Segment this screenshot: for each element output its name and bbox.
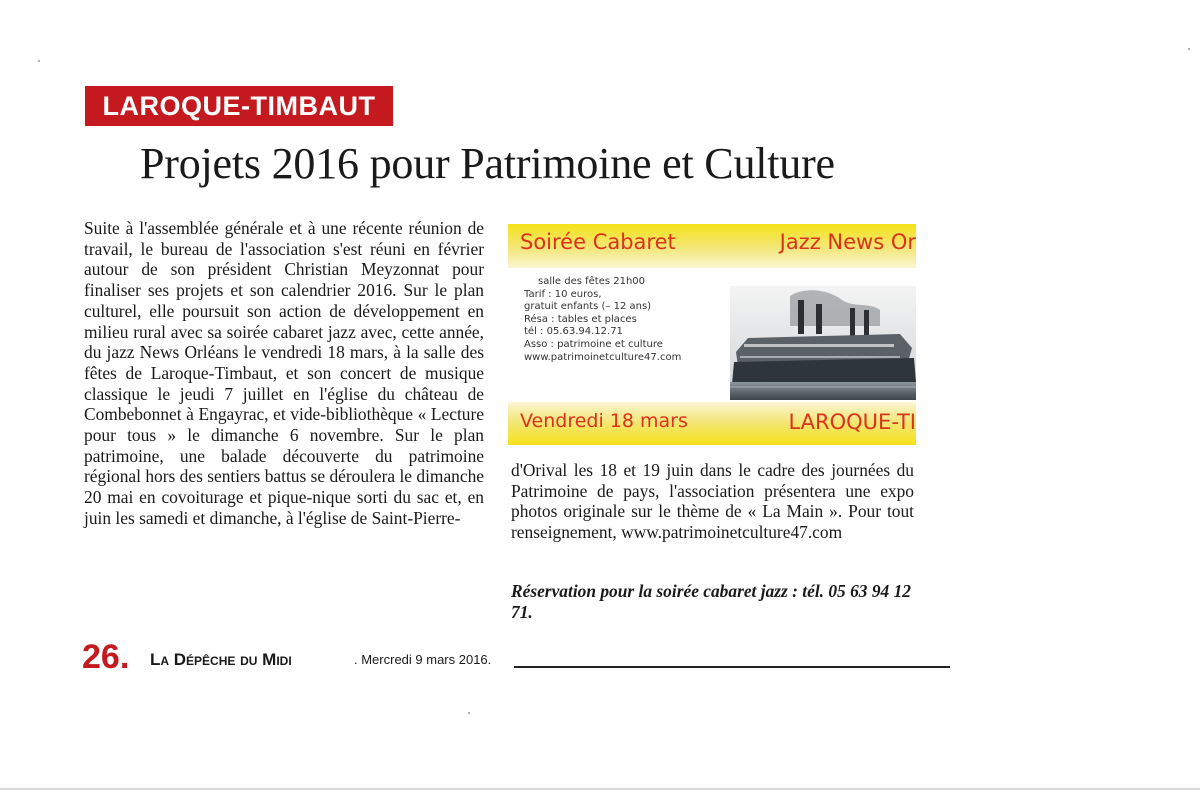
article-body-right-column: d'Orival les 18 et 19 juin dans le cadre des journées du Patrimoine de pays, l'association présentera une expo photos originale sur le thème de « La Main ». Pour tout renseignement, www.patrimoinetculture47.com	[511, 460, 914, 543]
scan-speck	[38, 60, 40, 62]
poster-info-line: Tarif : 10 euros,	[524, 288, 602, 300]
deck-rail	[744, 344, 894, 347]
poster-date: Vendredi 18 mars	[520, 410, 688, 432]
photo-water	[730, 382, 916, 400]
poster-place: LAROQUE-TI	[788, 410, 916, 434]
footer-rule	[514, 666, 950, 668]
poster-info-line: tél : 05.63.94.12.71	[524, 326, 623, 338]
article-body-left-column: Suite à l'assemblée générale et à une récente réunion de travail, le bureau de l'association s'est réuni en février autour de son président Christian Meyzonnat pour finaliser ses projets et son calendrier 2016. Sur le plan culturel, elle poursuit son action de développement en milieu rural avec sa soirée cabaret jazz avec, cette année, du jazz News Orléans le vendredi 18 mars, à la salle des fêtes de Laroque-Timbaut, et son concert de musique classique le jeudi 7 juillet en l'église du château de Combebonnet à Engayrac, et vide-bibliothèque « Lecture pour tous » le dimanche 6 novembre. Sur le plan patrimoine, une balade découverte du patrimoine régional hors des sentiers battus se déroulera le dimanche 20 mai en covoiturage et pique-nique sorti du sac et, en juin les samedi et dimanche, à l'église de Saint-Pierre-	[84, 218, 484, 528]
scan-speck	[1188, 48, 1190, 50]
smokestack	[816, 304, 822, 334]
poster-info-line: www.patrimoinetculture47.com	[524, 351, 682, 363]
smokestack	[798, 300, 804, 334]
deck-rail	[740, 356, 900, 358]
steamboat-photo	[730, 286, 916, 400]
poster-info-line: Asso : patrimoine et culture	[524, 338, 663, 350]
smokestack	[850, 308, 855, 336]
page-number: 26.	[82, 638, 130, 676]
page-edge	[0, 788, 1200, 790]
poster-info-line: salle des fêtes 21h00	[538, 276, 646, 287]
headline: Projets 2016 pour Patrimoine et Culture	[140, 139, 835, 188]
publication-date: . Mercredi 9 mars 2016.	[354, 652, 492, 667]
poster-subtitle: Jazz News Or	[779, 230, 916, 254]
poster-title: Soirée Cabaret	[520, 230, 676, 254]
boat-hull	[732, 358, 916, 384]
poster-info-line: gratuit enfants (– 12 ans)	[524, 301, 652, 313]
poster-info-line: Résa : tables et places	[524, 313, 637, 325]
water-reflection	[730, 386, 916, 388]
page-footer	[82, 638, 952, 676]
scan-speck	[468, 712, 470, 714]
poster-info-list	[524, 276, 734, 364]
reservation-note: Réservation pour la soirée cabaret jazz : tél. 05 63 94 12 71.	[511, 581, 911, 622]
event-poster	[508, 224, 916, 445]
smokestack	[864, 310, 869, 336]
section-tag: LAROQUE-TIMBAUT	[85, 86, 393, 126]
publication-name: La Dépêche du Midi	[150, 650, 292, 669]
